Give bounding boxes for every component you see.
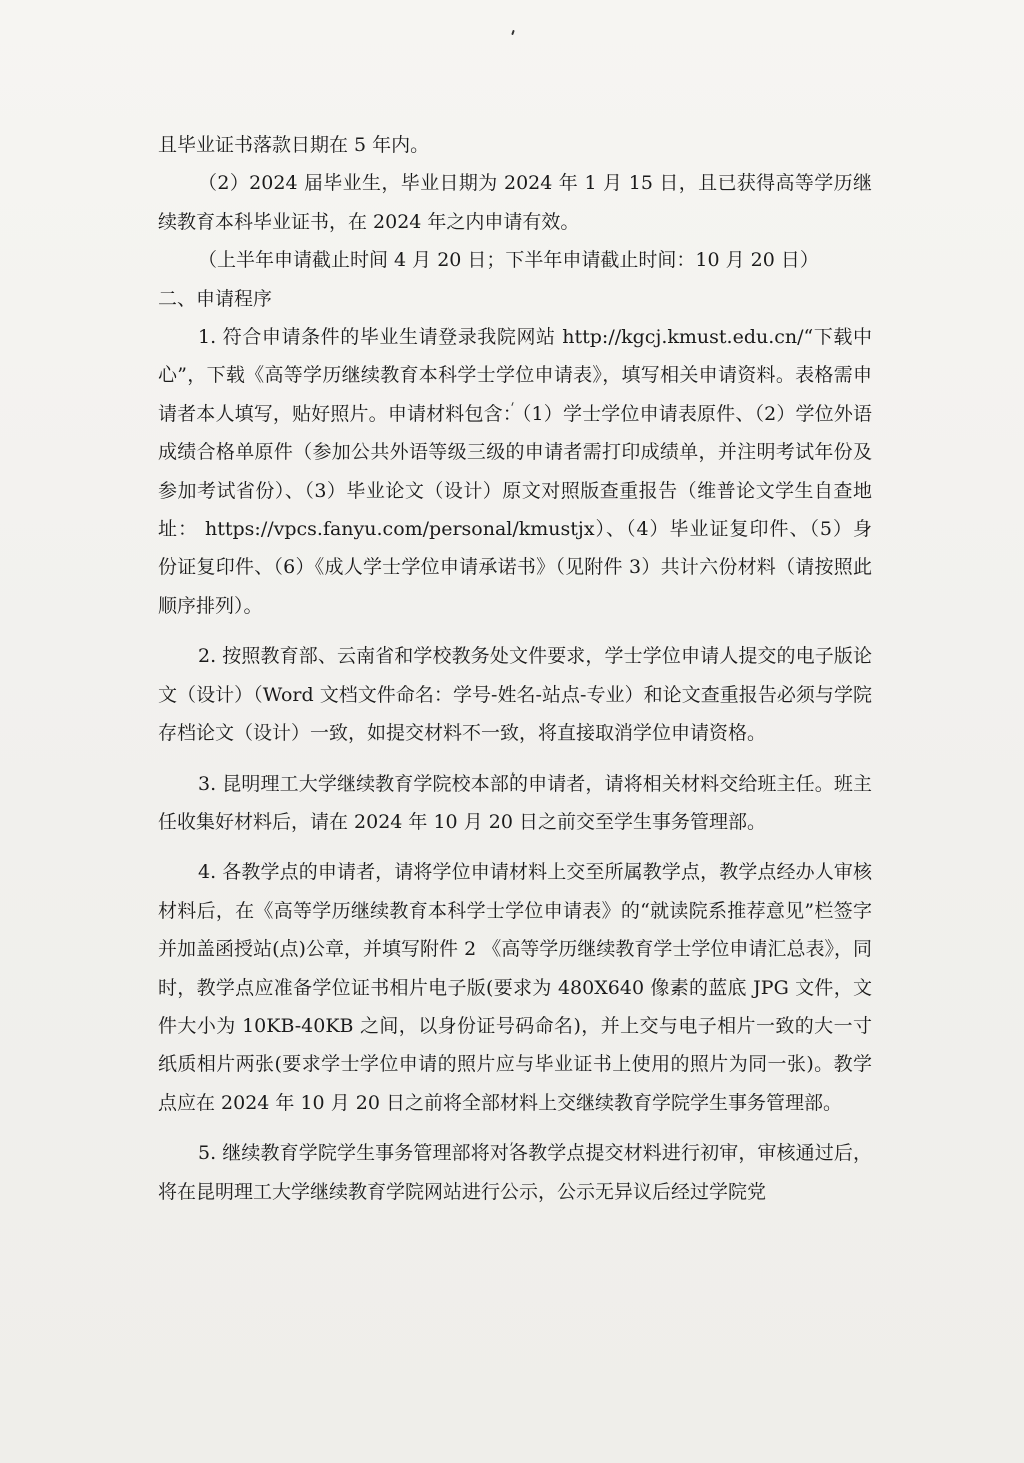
paragraph-step-1: 1. 符合申请条件的毕业生请登录我院网站 http://kgcj.kmust.edu.cn/“下载中心”，下载《高等学历继续教育本科学士学位申请表》，填写相关申请资料。表格需申请者本人填写，贴好照片。申请材料包含：（1）学士学位申请表原件、（2）学位外语成绩合格单原件（参加公共外语等级三级的申请者需打印成绩单，并注明考试年份及参加考试省份）、（3）毕业论文（设计）原文对照版查重报告（维普论文学生自查地址： https://vpcs.fanyu.com/personal/kmustjx）、（4）毕业证复印件、（5）身份证复印件、（6）《成人学士学位申请承诺书》（见附件 3）共计六份材料（请按照此顺序排列）。	[158, 326, 872, 617]
scan-speck	[511, 30, 515, 35]
paragraph-continuation: 且毕业证书落款日期在 5 年内。	[158, 134, 430, 156]
paragraph-step-3: 3. 昆明理工大学继续教育学院校本部的申请者，请将相关材料交给班主任。班主任收集好材料后，请在 2024 年 10 月 20 日之前交至学生事务管理部。	[158, 772, 872, 833]
paragraph-step-4: 4. 各教学点的申请者，请将学位申请材料上交至所属教学点，教学点经办人审核材料后，在《高等学历继续教育本科学士学位申请表》的“就读院系推荐意见”栏签字并加盖函授站(点)公章，并填写附件 2 《高等学历继续教育学士学位申请汇总表》，同时，教学点应准备学位证书相片电子版(要求为 480X640 像素的蓝底 JPG 文件，文件大小为 10KB-40KB 之间，以身份证号码命名)，并上交与电子相片一致的大一寸纸质相片两张(要求学士学位申请的照片应与毕业证书上使用的照片为同一张)。教学点应在 2024 年 10 月 20 日之前将全部材料上交继续教育学院学生事务管理部。	[158, 861, 872, 1114]
document-body	[158, 126, 872, 1211]
paragraph-step-5: 5. 继续教育学院学生事务管理部将对各教学点提交材料进行初审，审核通过后，将在昆明理工大学继续教育学院网站进行公示，公示无异议后经过学院党	[158, 1142, 872, 1203]
section-heading-procedure: 二、申请程序	[158, 287, 273, 310]
paragraph-step-2: 2. 按照教育部、云南省和学校教务处文件要求，学士学位申请人提交的电子版论文（设计）（Word 文档文件命名：学号-姓名-站点-专业）和论文查重报告必须与学院存档论文（设计）一致，如提交材料不一致，将直接取消学位申请资格。	[158, 645, 872, 745]
paragraph-deadlines: （上半年申请截止时间 4 月 20 日；下半年申请截止时间：10 月 20 日）	[198, 249, 819, 272]
paragraph-2024-graduates: （2）2024 届毕业生，毕业日期为 2024 年 1 月 15 日，且已获得高等学历继续教育本科毕业证书，在 2024 年之内申请有效。	[158, 172, 872, 233]
